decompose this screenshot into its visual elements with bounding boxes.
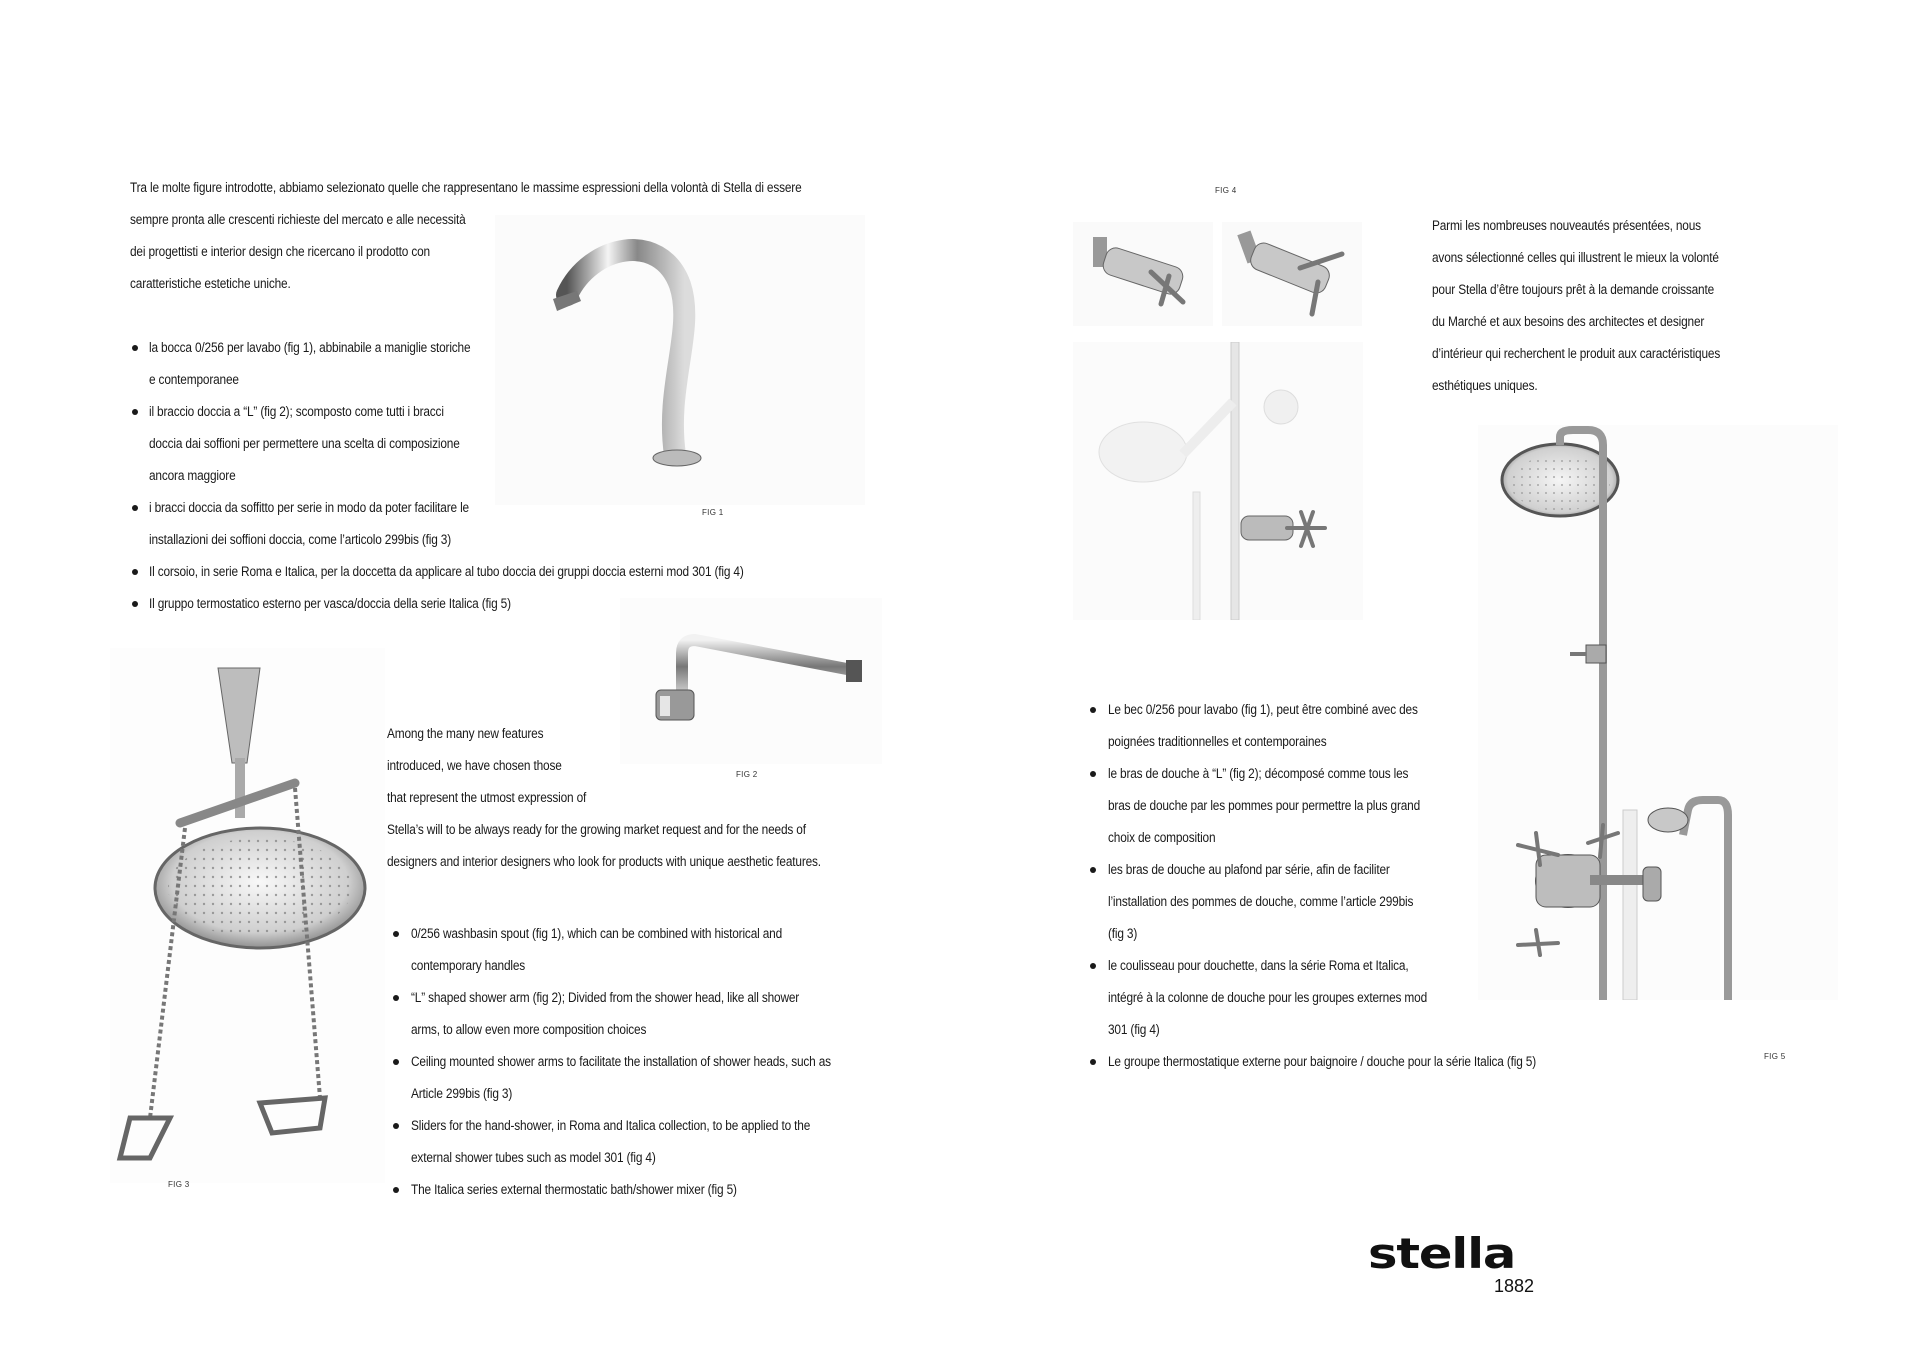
bullet-dot [1090, 1059, 1096, 1065]
fig1-washbasin-spout-image [495, 215, 865, 505]
bullet-text: Le groupe thermostatique externe pour baignoire / douche pour la série Italica (fig 5) [1108, 1054, 1536, 1069]
french-intro-line1: Parmi les nombreuses nouveautés présentées, nous [1432, 218, 1701, 233]
english-intro-line3: that represent the utmost expression of [387, 790, 587, 805]
bullet-text: Ceiling mounted shower arms to facilitate the installation of shower heads, such as [411, 1054, 831, 1069]
italian-intro-line2: sempre pronta alle crescenti richieste del mercato e alle necessità [130, 212, 466, 227]
fig3-ceiling-shower-image [110, 648, 385, 1183]
bullet-text: installazioni dei soffioni doccia, come l’articolo 299bis (fig 3) [149, 532, 452, 547]
bullet-dot [393, 995, 399, 1001]
bullet-text: les bras de douche au plafond par série, afin de faciliter [1108, 862, 1390, 877]
bullet-text: Il gruppo termostatico esterno per vasca/doccia della serie Italica (fig 5) [149, 596, 511, 611]
bullet-dot [132, 505, 138, 511]
bullet-text: choix de composition [1108, 830, 1216, 845]
bullet-dot [1090, 707, 1096, 713]
bullet-text: arms, to allow even more composition choices [411, 1022, 647, 1037]
fig5-thermostatic-column-image [1478, 425, 1838, 1000]
stella-logo [1368, 1229, 1534, 1296]
bullet-text: Sliders for the hand-shower, in Roma and Italica collection, to be applied to the [411, 1118, 811, 1133]
fig3-caption: FIG 3 [168, 1180, 190, 1189]
bullet-dot [1090, 771, 1096, 777]
fig5-caption: FIG 5 [1764, 1052, 1786, 1061]
fig4-shower-column-image [1073, 342, 1363, 620]
bullet-dot [393, 1187, 399, 1193]
italian-intro-line1: Tra le molte figure introdotte, abbiamo selezionato quelle che rappresentano le massime espressioni della volontà di Stella di essere [130, 180, 802, 195]
bullet-text: i bracci doccia da soffitto per serie in modo da poter facilitare le [149, 500, 469, 515]
bullet-text: 301 (fig 4) [1108, 1022, 1160, 1037]
bullet-text: il braccio doccia a “L” (fig 2); scomposto come tutti i bracci [149, 404, 444, 419]
bullet-text: Le bec 0/256 pour lavabo (fig 1), peut être combiné avec des [1108, 702, 1418, 717]
bullet-text: The Italica series external thermostatic bath/shower mixer (fig 5) [411, 1182, 737, 1197]
english-intro-line5: designers and interior designers who look for products with unique aesthetic features. [387, 854, 821, 869]
bullet-text: e contemporanee [149, 372, 239, 387]
fig1-caption: FIG 1 [702, 508, 724, 517]
english-intro-line1: Among the many new features [387, 726, 544, 741]
italian-intro-line4: caratteristiche estetiche uniche. [130, 276, 291, 291]
bullet-text: bras de douche par les pommes pour permettre la plus grand [1108, 798, 1421, 813]
italian-intro-line3: dei progettisti e interior design che ricercano il prodotto con [130, 244, 430, 259]
french-intro-line6: esthétiques uniques. [1432, 378, 1538, 393]
bullet-text: doccia dai soffioni per permettere una scelta di composizione [149, 436, 460, 451]
bullet-dot [1090, 963, 1096, 969]
bullet-text: Article 299bis (fig 3) [411, 1086, 513, 1101]
english-intro-line4: Stella’s will to be always ready for the growing market request and for the needs of [387, 822, 806, 837]
bullet-dot [393, 1059, 399, 1065]
bullet-text: Il corsoio, in serie Roma e Italica, per la doccetta da applicare al tubo doccia dei gruppi doccia esterni mod 301 (fig 4) [149, 564, 744, 579]
bullet-dot [393, 931, 399, 937]
bullet-text: ancora maggiore [149, 468, 236, 483]
bullet-text: 0/256 washbasin spout (fig 1), which can be combined with historical and [411, 926, 783, 941]
bullet-text: external shower tubes such as model 301 (fig 4) [411, 1150, 656, 1165]
bullet-dot [132, 409, 138, 415]
french-intro-line3: pour Stella d’être toujours prêt à la demande croissante [1432, 282, 1715, 297]
bullet-dot [132, 569, 138, 575]
bullet-text: intégré à la colonne de douche pour les groupes externes mod [1108, 990, 1427, 1005]
stella-logo-year: 1882 [1493, 1276, 1534, 1296]
fig2-caption: FIG 2 [736, 770, 758, 779]
bullet-dot [132, 345, 138, 351]
english-intro-line2: introduced, we have chosen those [387, 758, 562, 773]
bullet-dot [393, 1123, 399, 1129]
bullet-text: le coulisseau pour douchette, dans la série Roma et Italica, [1108, 958, 1409, 973]
french-intro-line2: avons sélectionné celles qui illustrent le mieux la volonté [1432, 250, 1719, 265]
fig4-caption: FIG 4 [1215, 186, 1237, 195]
bullet-text: contemporary handles [411, 958, 526, 973]
fig4-slider-image-b [1222, 222, 1362, 326]
fig2-shower-arm-image [620, 598, 882, 764]
bullet-dot [132, 601, 138, 607]
bullet-text: poignées traditionnelles et contemporaines [1108, 734, 1327, 749]
french-intro-line5: d’intérieur qui recherchent le produit aux caractéristiques [1432, 346, 1721, 361]
bullet-text: (fig 3) [1108, 926, 1138, 941]
bullet-text: “L” shaped shower arm (fig 2); Divided from the shower head, like all shower [411, 990, 800, 1005]
bullet-text: l’installation des pommes de douche, comme l’article 299bis [1108, 894, 1414, 909]
bullet-text: la bocca 0/256 per lavabo (fig 1), abbinabile a maniglie storiche [149, 340, 471, 355]
bullet-text: le bras de douche à “L” (fig 2); décomposé comme tous les [1108, 766, 1409, 781]
bullet-dot [1090, 867, 1096, 873]
stella-logo-wordmark: stella [1368, 1229, 1516, 1278]
fig4-slider-image-a [1073, 222, 1213, 326]
french-intro-line4: du Marché et aux besoins des architectes et designer [1432, 314, 1705, 329]
